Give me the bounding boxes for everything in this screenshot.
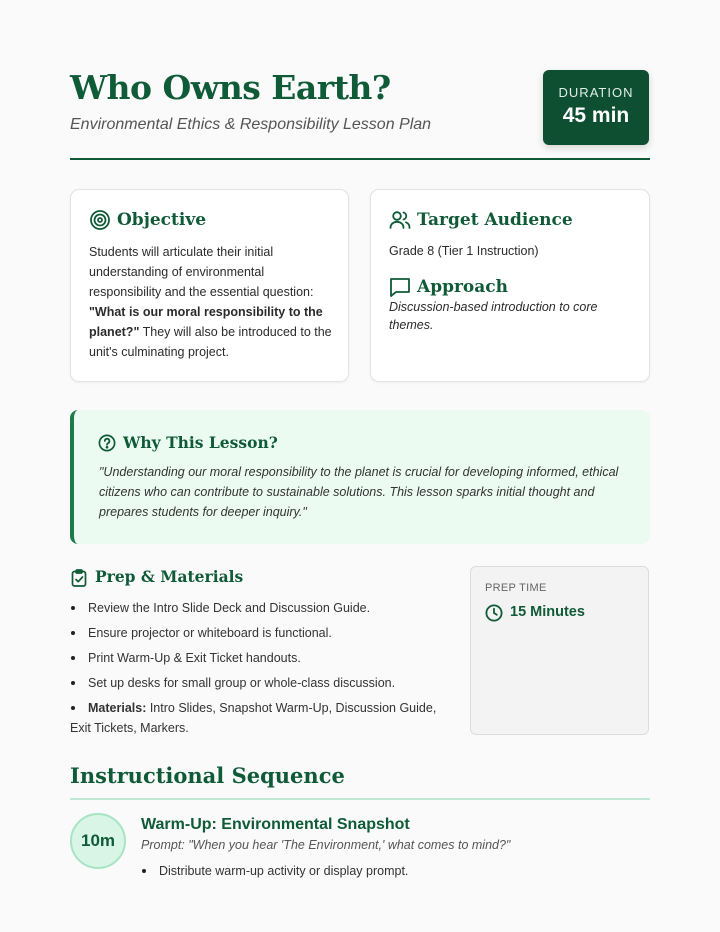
list-item: Set up desks for small group or whole-class discussion. — [70, 673, 450, 693]
objective-text — [89, 242, 334, 362]
list-item: Ensure projector or whiteboard is functional. — [70, 623, 450, 643]
objective-text-intro: Students will articulate their initial understanding of environmental responsibility and the essential question: — [89, 245, 314, 299]
prep-heading: Prep & Materials — [95, 567, 244, 586]
sequence-heading: Instructional Sequence — [70, 763, 345, 788]
step-title: Warm-Up: Environmental Snapshot — [141, 816, 410, 833]
objective-text-outro: They will also be introduced to the unit's culminating project. — [89, 325, 332, 359]
objective-heading: Objective — [117, 210, 207, 230]
why-callout — [70, 410, 650, 544]
audience-card — [370, 189, 650, 382]
list-item: Review the Intro Slide Deck and Discussion Guide. — [70, 598, 450, 618]
list-item: Distribute warm-up activity or display prompt. — [141, 861, 408, 881]
step-bullets — [141, 861, 408, 881]
essential-question: "What is our moral responsibility to the planet?" — [89, 305, 323, 339]
sequence-divider — [70, 798, 650, 800]
clipboard-check-icon — [71, 569, 87, 592]
step-prompt: Prompt: "When you hear 'The Environment,' what comes to mind?" — [141, 838, 511, 852]
materials-label: Materials: — [88, 701, 147, 715]
header-divider — [70, 158, 650, 160]
page-subtitle: Environmental Ethics & Responsibility Lesson Plan — [70, 116, 432, 133]
step-time-badge: 10m — [70, 813, 126, 869]
list-item: Print Warm-Up & Exit Ticket handouts. — [70, 648, 450, 668]
users-icon — [389, 210, 411, 235]
target-icon — [89, 209, 111, 236]
duration-value: 45 min — [562, 104, 630, 127]
audience-heading: Target Audience — [417, 210, 573, 230]
approach-heading: Approach — [417, 277, 508, 297]
why-quote: "Understanding our moral responsibility to the planet is crucial for developing informed, ethical citizens who can contribute to sustainable solutions. This lesson sparks initial thought and prepares students for deeper inquiry." — [99, 465, 619, 519]
prep-time-value: 15 Minutes — [510, 604, 585, 620]
page-title: Who Owns Earth? — [70, 68, 391, 107]
why-heading: Why This Lesson? — [123, 433, 278, 452]
prep-time-box — [470, 566, 649, 735]
materials-item — [70, 698, 450, 738]
clock-icon — [485, 604, 503, 627]
prep-list — [70, 598, 450, 743]
duration-badge — [543, 70, 649, 145]
objective-card — [70, 189, 349, 382]
prep-time-label: PREP TIME — [485, 582, 547, 594]
question-circle-icon — [98, 434, 116, 457]
materials-text: Intro Slides, Snapshot Warm-Up, Discussion Guide, Exit Tickets, Markers. — [70, 701, 437, 735]
duration-label: DURATION — [558, 85, 634, 100]
audience-text: Grade 8 (Tier 1 Instruction) — [389, 244, 539, 258]
approach-text: Discussion-based introduction to core themes. — [389, 300, 598, 332]
